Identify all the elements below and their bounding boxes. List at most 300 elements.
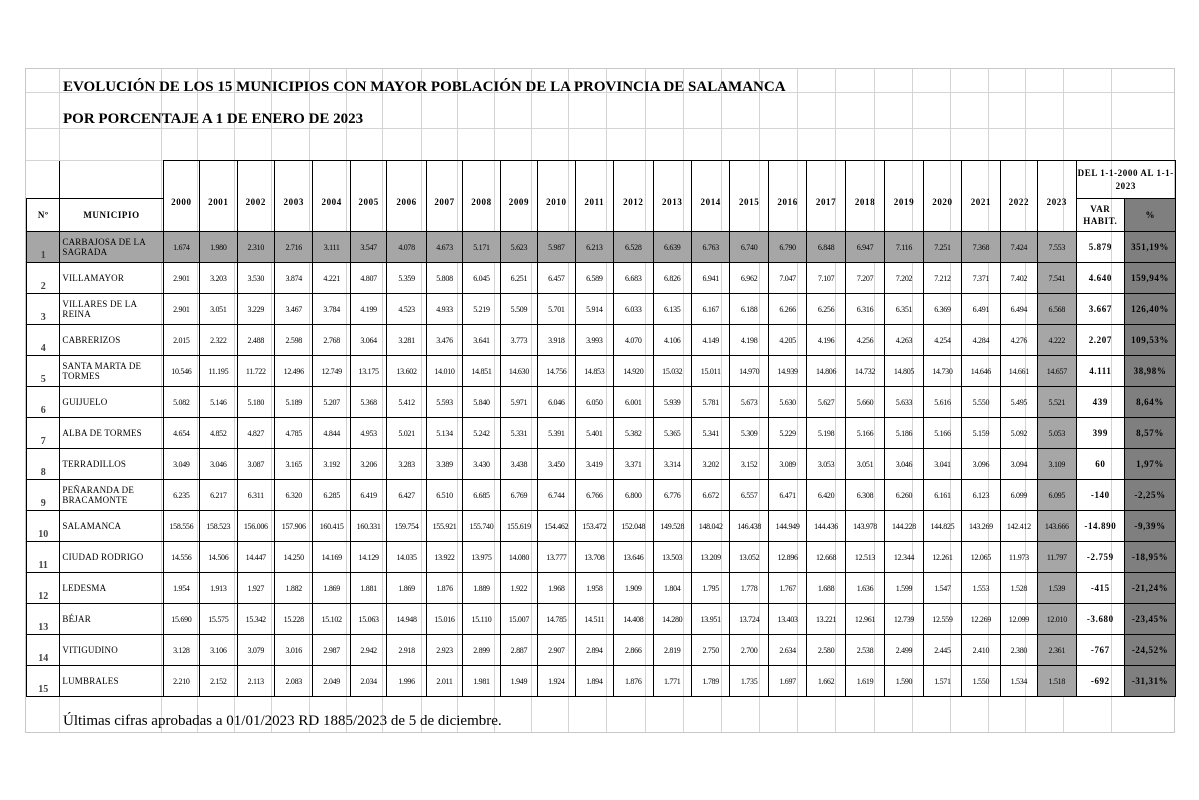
population-cell: 13.503 xyxy=(653,542,691,573)
year-header: 2000 xyxy=(163,161,199,232)
year-header: 2002 xyxy=(237,161,274,232)
population-cell: 6.311 xyxy=(237,480,274,511)
population-cell: 2.901 xyxy=(163,263,199,294)
population-cell: 5.229 xyxy=(768,418,806,449)
population-cell: 2.750 xyxy=(691,635,729,666)
population-cell: 1.518 xyxy=(1038,666,1076,697)
population-cell: 1.881 xyxy=(350,573,386,604)
percent-cell: -23,45% xyxy=(1125,604,1176,635)
population-cell: 5.242 xyxy=(463,418,500,449)
population-cell: 5.359 xyxy=(387,263,426,294)
population-cell: 1.894 xyxy=(575,666,613,697)
population-cell: 14.129 xyxy=(350,542,386,573)
page-subtitle: POR PORCENTAJE A 1 DE ENERO DE 2023 xyxy=(63,111,364,127)
population-cell: 13.052 xyxy=(730,542,768,573)
population-cell: 2.034 xyxy=(350,666,386,697)
population-cell: 2.598 xyxy=(275,325,313,356)
variation-cell: -767 xyxy=(1076,635,1125,666)
population-cell: 7.251 xyxy=(923,232,961,263)
population-cell: 5.616 xyxy=(923,387,961,418)
population-cell: 5.166 xyxy=(923,418,961,449)
population-cell: 2.322 xyxy=(200,325,237,356)
population-cell: 3.784 xyxy=(313,294,350,325)
population-cell: 6.790 xyxy=(768,232,806,263)
population-cell: 5.382 xyxy=(614,418,653,449)
year-header: 2012 xyxy=(614,161,653,232)
year-header: 2023 xyxy=(1038,161,1076,232)
population-cell: 6.001 xyxy=(614,387,653,418)
year-header: 2001 xyxy=(200,161,237,232)
population-cell: 152.048 xyxy=(614,511,653,542)
population-cell: 2.923 xyxy=(426,635,462,666)
percent-cell: 159,94% xyxy=(1125,263,1176,294)
population-cell: 153.472 xyxy=(575,511,613,542)
population-cell: 5.495 xyxy=(1000,387,1037,418)
population-cell: 2.634 xyxy=(768,635,806,666)
population-cell: 5.627 xyxy=(807,387,845,418)
population-cell: 2.049 xyxy=(313,666,350,697)
population-cell: 3.874 xyxy=(275,263,313,294)
population-cell: 6.557 xyxy=(730,480,768,511)
population-cell: 12.261 xyxy=(923,542,961,573)
population-cell: 14.408 xyxy=(614,604,653,635)
population-cell: 14.806 xyxy=(807,356,845,387)
population-cell: 6.285 xyxy=(313,480,350,511)
population-cell: 1.553 xyxy=(962,573,1000,604)
population-cell: 6.848 xyxy=(807,232,845,263)
percent-cell: 1,97% xyxy=(1125,449,1176,480)
table-row xyxy=(27,387,1176,418)
population-cell: 1.571 xyxy=(923,666,961,697)
year-header: 2022 xyxy=(1000,161,1037,232)
population-cell: 3.064 xyxy=(350,325,386,356)
population-cell: 159.754 xyxy=(387,511,426,542)
municipality-name: ALBA DE TORMES xyxy=(60,418,163,449)
population-cell: 1.876 xyxy=(614,666,653,697)
population-cell: 4.785 xyxy=(275,418,313,449)
population-cell: 2.083 xyxy=(275,666,313,697)
population-cell: 15.102 xyxy=(313,604,350,635)
population-cell: 13.777 xyxy=(538,542,575,573)
population-cell: 12.668 xyxy=(807,542,845,573)
year-header: 2019 xyxy=(885,161,923,232)
population-cell: 14.805 xyxy=(885,356,923,387)
population-cell: 160.415 xyxy=(313,511,350,542)
year-header: 2016 xyxy=(768,161,806,232)
population-cell: 6.769 xyxy=(500,480,537,511)
population-cell: 2.015 xyxy=(163,325,199,356)
population-cell: 2.538 xyxy=(845,635,884,666)
population-cell: 1.876 xyxy=(426,573,462,604)
municipality-name: PEÑARANDA DE BRACAMONTE xyxy=(60,480,163,511)
population-cell: 6.046 xyxy=(538,387,575,418)
population-cell: 6.763 xyxy=(691,232,729,263)
population-cell: 5.412 xyxy=(387,387,426,418)
population-cell: 11.973 xyxy=(1000,542,1037,573)
row-number: 11 xyxy=(27,542,60,573)
population-cell: 1.778 xyxy=(730,573,768,604)
population-cell: 14.250 xyxy=(275,542,313,573)
table-row xyxy=(27,449,1176,480)
population-cell: 2.113 xyxy=(237,666,274,697)
population-cell: 3.128 xyxy=(163,635,199,666)
population-cell: 5.701 xyxy=(538,294,575,325)
population-cell: 2.700 xyxy=(730,635,768,666)
variation-cell: -14.890 xyxy=(1076,511,1125,542)
population-cell: 3.530 xyxy=(237,263,274,294)
population-table xyxy=(26,160,1176,697)
population-cell: 5.521 xyxy=(1038,387,1076,418)
population-cell: 6.256 xyxy=(807,294,845,325)
population-cell: 6.744 xyxy=(538,480,575,511)
row-number: 9 xyxy=(27,480,60,511)
population-cell: 7.047 xyxy=(768,263,806,294)
percent-cell: 38,98% xyxy=(1125,356,1176,387)
population-cell: 144.228 xyxy=(885,511,923,542)
population-cell: 6.095 xyxy=(1038,480,1076,511)
population-cell: 2.410 xyxy=(962,635,1000,666)
population-cell: 3.049 xyxy=(163,449,199,480)
population-cell: 3.773 xyxy=(500,325,537,356)
year-header: 2009 xyxy=(500,161,537,232)
population-cell: 6.308 xyxy=(845,480,884,511)
population-cell: 5.391 xyxy=(538,418,575,449)
header-row-years xyxy=(27,161,1176,199)
population-cell: 14.732 xyxy=(845,356,884,387)
population-cell: 12.513 xyxy=(845,542,884,573)
population-cell: 5.781 xyxy=(691,387,729,418)
population-cell: 6.217 xyxy=(200,480,237,511)
population-cell: 3.152 xyxy=(730,449,768,480)
population-cell: 5.401 xyxy=(575,418,613,449)
variation-cell: 4.640 xyxy=(1076,263,1125,294)
population-cell: 2.580 xyxy=(807,635,845,666)
population-cell: 1.771 xyxy=(653,666,691,697)
variation-cell: -3.680 xyxy=(1076,604,1125,635)
population-cell: 5.171 xyxy=(463,232,500,263)
population-cell: 156.006 xyxy=(237,511,274,542)
population-cell: 15.575 xyxy=(200,604,237,635)
population-cell: 6.420 xyxy=(807,480,845,511)
population-cell: 15.011 xyxy=(691,356,729,387)
population-cell: 5.971 xyxy=(500,387,537,418)
population-cell: 2.380 xyxy=(1000,635,1037,666)
population-cell: 6.251 xyxy=(500,263,537,294)
row-number: 4 xyxy=(27,325,60,356)
municipality-name: VITIGUDINO xyxy=(60,635,163,666)
population-cell: 7.207 xyxy=(845,263,884,294)
table-row xyxy=(27,511,1176,542)
row-number: 14 xyxy=(27,635,60,666)
population-cell: 1.980 xyxy=(200,232,237,263)
percent-cell: 8,64% xyxy=(1125,387,1176,418)
population-cell: 5.914 xyxy=(575,294,613,325)
percent-header: % xyxy=(1125,199,1176,232)
population-cell: 3.918 xyxy=(538,325,575,356)
population-cell: 1.981 xyxy=(463,666,500,697)
population-cell: 4.276 xyxy=(1000,325,1037,356)
row-number: 3 xyxy=(27,294,60,325)
municipality-name: CARBAJOSA DE LA SAGRADA xyxy=(60,232,163,263)
variation-cell: -415 xyxy=(1076,573,1125,604)
population-cell: 143.269 xyxy=(962,511,1000,542)
year-header: 2021 xyxy=(962,161,1000,232)
population-cell: 3.053 xyxy=(807,449,845,480)
population-cell: 3.371 xyxy=(614,449,653,480)
population-cell: 3.206 xyxy=(350,449,386,480)
year-header: 2017 xyxy=(807,161,845,232)
population-cell: 1.735 xyxy=(730,666,768,697)
population-cell: 7.553 xyxy=(1038,232,1076,263)
population-cell: 1.913 xyxy=(200,573,237,604)
population-cell: 1.909 xyxy=(614,573,653,604)
municipality-name: VILLAMAYOR xyxy=(60,263,163,294)
population-cell: 6.947 xyxy=(845,232,884,263)
population-cell: 6.766 xyxy=(575,480,613,511)
population-cell: 12.749 xyxy=(313,356,350,387)
population-cell: 14.080 xyxy=(500,542,537,573)
population-cell: 3.111 xyxy=(313,232,350,263)
year-header: 2004 xyxy=(313,161,350,232)
population-cell: 2.768 xyxy=(313,325,350,356)
population-cell: 3.094 xyxy=(1000,449,1037,480)
population-cell: 4.284 xyxy=(962,325,1000,356)
population-cell: 6.639 xyxy=(653,232,691,263)
population-cell: 5.159 xyxy=(962,418,1000,449)
population-cell: 1.882 xyxy=(275,573,313,604)
population-cell: 3.096 xyxy=(962,449,1000,480)
population-cell: 4.222 xyxy=(1038,325,1076,356)
population-cell: 6.351 xyxy=(885,294,923,325)
year-header: 2014 xyxy=(691,161,729,232)
population-cell: 5.630 xyxy=(768,387,806,418)
population-cell: 11.722 xyxy=(237,356,274,387)
population-cell: 5.987 xyxy=(538,232,575,263)
table-row xyxy=(27,325,1176,356)
population-cell: 158.523 xyxy=(200,511,237,542)
population-cell: 4.254 xyxy=(923,325,961,356)
population-cell: 14.851 xyxy=(463,356,500,387)
year-header: 2010 xyxy=(538,161,575,232)
population-cell: 2.152 xyxy=(200,666,237,697)
population-cell: 1.958 xyxy=(575,573,613,604)
population-cell: 157.906 xyxy=(275,511,313,542)
table-row xyxy=(27,573,1176,604)
table-row xyxy=(27,635,1176,666)
population-cell: 4.852 xyxy=(200,418,237,449)
population-cell: 5.331 xyxy=(500,418,537,449)
population-cell: 4.198 xyxy=(730,325,768,356)
population-cell: 5.509 xyxy=(500,294,537,325)
population-cell: 160.331 xyxy=(350,511,386,542)
year-header: 2007 xyxy=(426,161,462,232)
population-cell: 1.619 xyxy=(845,666,884,697)
population-cell: 5.207 xyxy=(313,387,350,418)
population-cell: 1.599 xyxy=(885,573,923,604)
population-cell: 3.389 xyxy=(426,449,462,480)
population-cell: 4.654 xyxy=(163,418,199,449)
population-cell: 15.110 xyxy=(463,604,500,635)
population-cell: 13.602 xyxy=(387,356,426,387)
population-cell: 4.256 xyxy=(845,325,884,356)
population-cell: 4.933 xyxy=(426,294,462,325)
population-cell: 15.690 xyxy=(163,604,199,635)
population-cell: 5.180 xyxy=(237,387,274,418)
population-cell: 6.528 xyxy=(614,232,653,263)
population-cell: 15.032 xyxy=(653,356,691,387)
population-cell: 6.260 xyxy=(885,480,923,511)
population-cell: 6.510 xyxy=(426,480,462,511)
population-cell: 3.203 xyxy=(200,263,237,294)
population-cell: 13.708 xyxy=(575,542,613,573)
municipality-name: LEDESMA xyxy=(60,573,163,604)
percent-cell: 109,53% xyxy=(1125,325,1176,356)
variation-cell: -692 xyxy=(1076,666,1125,697)
population-cell: 3.993 xyxy=(575,325,613,356)
population-cell: 12.896 xyxy=(768,542,806,573)
population-cell: 5.808 xyxy=(426,263,462,294)
population-cell: 3.641 xyxy=(463,325,500,356)
population-cell: 15.228 xyxy=(275,604,313,635)
population-cell: 2.499 xyxy=(885,635,923,666)
population-cell: 14.646 xyxy=(962,356,1000,387)
population-cell: 3.467 xyxy=(275,294,313,325)
population-cell: 5.341 xyxy=(691,418,729,449)
population-cell: 1.590 xyxy=(885,666,923,697)
variation-cell: 3.667 xyxy=(1076,294,1125,325)
table-row xyxy=(27,604,1176,635)
population-cell: 4.078 xyxy=(387,232,426,263)
population-cell: 6.045 xyxy=(463,263,500,294)
municipality-name: SANTA MARTA DE TORMES xyxy=(60,356,163,387)
population-cell: 6.672 xyxy=(691,480,729,511)
percent-cell: -9,39% xyxy=(1125,511,1176,542)
population-cell: 6.213 xyxy=(575,232,613,263)
population-cell: 1.924 xyxy=(538,666,575,697)
population-cell: 1.869 xyxy=(313,573,350,604)
header-blank-name xyxy=(60,161,163,199)
population-cell: 14.756 xyxy=(538,356,575,387)
population-cell: 12.559 xyxy=(923,604,961,635)
population-cell: 5.593 xyxy=(426,387,462,418)
population-cell: 3.430 xyxy=(463,449,500,480)
percent-cell: 126,40% xyxy=(1125,294,1176,325)
population-cell: 3.192 xyxy=(313,449,350,480)
year-header: 2018 xyxy=(845,161,884,232)
population-cell: 1.996 xyxy=(387,666,426,697)
row-number: 2 xyxy=(27,263,60,294)
population-cell: 15.063 xyxy=(350,604,386,635)
table-row xyxy=(27,294,1176,325)
population-cell: 3.051 xyxy=(845,449,884,480)
population-cell: 5.166 xyxy=(845,418,884,449)
population-cell: 1.869 xyxy=(387,573,426,604)
table-row xyxy=(27,263,1176,294)
population-cell: 144.949 xyxy=(768,511,806,542)
population-cell: 3.419 xyxy=(575,449,613,480)
population-cell: 4.807 xyxy=(350,263,386,294)
population-cell: 14.853 xyxy=(575,356,613,387)
percent-cell: -31,31% xyxy=(1125,666,1176,697)
population-cell: 1.688 xyxy=(807,573,845,604)
population-cell: 2.987 xyxy=(313,635,350,666)
population-cell: 4.205 xyxy=(768,325,806,356)
population-cell: 14.970 xyxy=(730,356,768,387)
population-cell: 1.636 xyxy=(845,573,884,604)
percent-cell: 351,19% xyxy=(1125,232,1176,263)
row-number: 7 xyxy=(27,418,60,449)
population-cell: 3.476 xyxy=(426,325,462,356)
row-number: 12 xyxy=(27,573,60,604)
row-number: 10 xyxy=(27,511,60,542)
population-cell: 15.342 xyxy=(237,604,274,635)
population-cell: 13.221 xyxy=(807,604,845,635)
municipality-name: LUMBRALES xyxy=(60,666,163,697)
population-cell: 5.021 xyxy=(387,418,426,449)
population-cell: 14.630 xyxy=(500,356,537,387)
population-cell: 3.229 xyxy=(237,294,274,325)
population-cell: 7.368 xyxy=(962,232,1000,263)
table-row xyxy=(27,666,1176,697)
percent-cell: -21,24% xyxy=(1125,573,1176,604)
population-cell: 2.899 xyxy=(463,635,500,666)
population-cell: 6.099 xyxy=(1000,480,1037,511)
population-cell: 6.491 xyxy=(962,294,1000,325)
population-cell: 6.316 xyxy=(845,294,884,325)
population-cell: 2.901 xyxy=(163,294,199,325)
population-cell: 3.438 xyxy=(500,449,537,480)
population-cell: 144.825 xyxy=(923,511,961,542)
population-cell: 143.978 xyxy=(845,511,884,542)
population-cell: 155.921 xyxy=(426,511,462,542)
population-cell: 2.716 xyxy=(275,232,313,263)
municipality-name: SALAMANCA xyxy=(60,511,163,542)
population-cell: 10.546 xyxy=(163,356,199,387)
population-cell: 6.050 xyxy=(575,387,613,418)
population-cell: 6.419 xyxy=(350,480,386,511)
population-cell: 7.202 xyxy=(885,263,923,294)
variation-cell: 60 xyxy=(1076,449,1125,480)
population-cell: 14.010 xyxy=(426,356,462,387)
year-header: 2015 xyxy=(730,161,768,232)
variation-cell: 5.879 xyxy=(1076,232,1125,263)
population-cell: 15.007 xyxy=(500,604,537,635)
population-cell: 2.210 xyxy=(163,666,199,697)
population-cell: 14.657 xyxy=(1038,356,1076,387)
population-cell: 5.186 xyxy=(885,418,923,449)
population-cell: 2.907 xyxy=(538,635,575,666)
population-cell: 1.922 xyxy=(500,573,537,604)
population-cell: 5.368 xyxy=(350,387,386,418)
population-cell: 14.785 xyxy=(538,604,575,635)
year-header: 2013 xyxy=(653,161,691,232)
row-number: 15 xyxy=(27,666,60,697)
population-cell: 6.568 xyxy=(1038,294,1076,325)
population-cell: 3.089 xyxy=(768,449,806,480)
population-cell: 1.968 xyxy=(538,573,575,604)
population-cell: 6.457 xyxy=(538,263,575,294)
number-header: Nº xyxy=(27,199,60,232)
population-cell: 12.269 xyxy=(962,604,1000,635)
population-cell: 2.918 xyxy=(387,635,426,666)
population-cell: 6.161 xyxy=(923,480,961,511)
population-cell: 3.281 xyxy=(387,325,426,356)
population-cell: 6.188 xyxy=(730,294,768,325)
population-cell: 2.488 xyxy=(237,325,274,356)
population-cell: 5.053 xyxy=(1038,418,1076,449)
population-cell: 1.954 xyxy=(163,573,199,604)
gridline-horizontal xyxy=(26,128,1174,129)
